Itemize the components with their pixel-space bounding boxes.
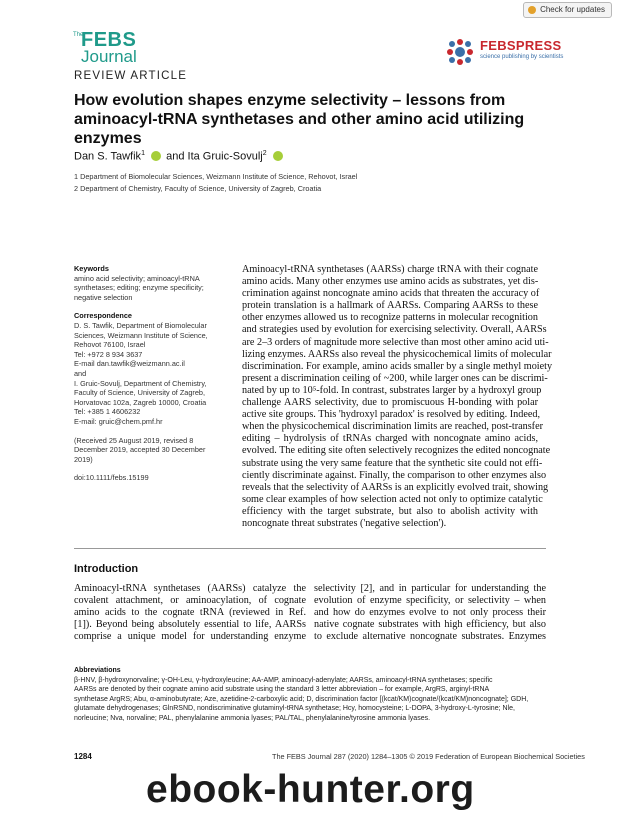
received-line: December 2019, accepted 30 December <box>74 445 206 455</box>
body-line: comprise a unique model for understanding enzyme <box>74 631 306 642</box>
abbreviations-line: glutamate dehydrogenases; GlnRSND, nondiscriminative glutaminyl-tRNA synthetase; Hcy, homocysteine; L-DOPA, 3-hydroxy-L-tyrosine; Nle, <box>74 705 515 713</box>
abstract-line: amino acids. Many other enzymes use amino acids as substrates, yet dis- <box>242 276 539 288</box>
update-icon <box>528 6 536 14</box>
journal-citation: The FEBS Journal 287 (2020) 1284–1305 © 2019 Federation of European Biochemical Societies <box>272 752 585 761</box>
abstract-line: active site groups. This 'hydroxyl paradox' is resolved by editing. Indeed, <box>242 409 541 421</box>
affiliation: 1 Department of Biomolecular Sciences, Weizmann Institute of Science, Rehovot, Israel <box>74 172 358 181</box>
abstract-line: discrimination. For example, amino acids smaller by a single methyl moiety <box>242 360 553 372</box>
author-affiliation-mark: 2 <box>262 150 267 157</box>
febs-journal-logo <box>73 30 151 68</box>
section-divider <box>74 548 546 549</box>
abstract-line: noncognate threat substrates ('negative selection'). <box>242 517 447 529</box>
abstract-line: lizing enzymes. AARSs also reveal the physicochemical limits of molecular <box>242 348 552 360</box>
abstract-line: when the physicochemical discrimination limits are reached, post-transfer <box>242 421 543 433</box>
introduction-column-right <box>314 583 546 643</box>
abstract-line: reveals that the selectivity of AARSs is an explicitly evolved trait, showing <box>242 481 549 493</box>
logo-febs: FEBS <box>81 29 137 51</box>
febs-press-logo <box>446 38 566 66</box>
body-line: to exclude alternative noncognate substrates. Enzymes <box>314 631 546 642</box>
correspondence-line: Tel: +385 1 4606232 <box>74 407 141 417</box>
correspondence-line: D. S. Tawfik, Department of Biomolecular <box>74 320 207 330</box>
press-tagline: science publishing by scientists <box>480 54 564 60</box>
keywords-line: negative selection <box>74 292 133 302</box>
abstract-line: efficiency with the target substrate, but also to abolish activity with <box>242 505 538 517</box>
abbreviations-heading: Abbreviations <box>74 667 121 674</box>
abstract-line: other enzymes allowed us to recognize patterns in molecular recognition <box>242 312 538 324</box>
body-line: covalent attachment, or aminoacylation, of cognate <box>74 595 306 606</box>
abstract-line: crimination against noncognate amino acids that threaten the accuracy of <box>242 288 540 300</box>
logo-journal: Journal <box>81 47 137 66</box>
correspondence-line: and <box>74 368 87 378</box>
correspondence-line: I. Gruic-Sovulj, Department of Chemistry, <box>74 378 207 388</box>
article-type: REVIEW ARTICLE <box>74 70 188 82</box>
email-link[interactable]: E-mail dan.tawfik@weizmann.ac.il <box>74 359 185 369</box>
febs-press-emblem-icon <box>446 38 476 66</box>
check-updates-label: Check for updates <box>540 5 605 14</box>
abstract-line: nated by up to 10⁵-fold. In contrast, substrates larger by a hydroxyl group <box>242 384 542 396</box>
paper-title: How evolution shapes enzyme selectivity – lessons from aminoacyl-tRNA synthetases and other amino acid utilizing enzymes <box>74 92 525 147</box>
logo-the: The <box>73 32 84 38</box>
affiliation: 2 Department of Chemistry, Faculty of Science, University of Zagreb, Croatia <box>74 184 322 193</box>
abstract-line: and strategies used by evolution for exercising selectivity. Overall, AARSs <box>242 324 547 336</box>
abbreviations-line: norleucine; Nva, norvaline; PAL, phenylalanine ammonia lyases; PAL/TAL, phenylalanine/tyrosine ammonia lyases. <box>74 714 431 722</box>
abstract-line: substrate using the very same feature that the synthetic site could not effi- <box>242 457 543 469</box>
abstract-line: evolved. The editing site often selectively recognizes the edited noncognate <box>242 445 551 457</box>
body-line: native cognate substrates with high efficiency, but also <box>314 619 546 630</box>
press-name: FEBSPRESS <box>480 38 562 53</box>
author-name: Ita Gruic-Sovulj <box>187 150 263 163</box>
introduction-heading: Introduction <box>74 563 139 575</box>
author-name: Dan S. Tawfik <box>74 150 142 163</box>
abstract-line: present a discrimination ceiling of ~200, while larger ones can be discrimi- <box>242 372 548 384</box>
orcid-icon[interactable] <box>151 151 161 161</box>
received-line: (Received 25 August 2019, revised 8 <box>74 435 194 445</box>
author-affiliation-mark: 1 <box>141 150 145 157</box>
correspondence-line: Tel: +972 8 934 3637 <box>74 349 143 359</box>
keywords-line: amino acid selectivity; aminoacyl-tRNA <box>74 273 200 283</box>
abstract-line: editing – hydrolysis of tRNAs charged with noncognate amino acids, <box>242 433 538 445</box>
article-sidebar <box>74 264 224 483</box>
abstract-line: some clear examples of how selection acted not only to optimize catalytic <box>242 493 543 505</box>
received-line: 2019) <box>74 454 93 464</box>
body-line: evolution of enzyme specificity, or selectivity – when <box>314 595 546 606</box>
abbreviations-line: synthetase ArgRS; Abu, α-aminobutyrate; Aze, azetidine-2-carboxylic acid; D, discrimination factor [(kcat/KM)cognate/(kcat/KM)noncognate]; GDH, <box>74 695 529 703</box>
body-line: Aminoacyl-tRNA synthetases (AARSs) catalyze the <box>74 583 306 594</box>
doi-link[interactable]: doi:10.1111/febs.15199 <box>74 473 149 483</box>
keywords-heading: Keywords <box>74 264 109 273</box>
correspondence-line: Horvatovac 102a, Zagreb 10000, Croatia <box>74 397 207 407</box>
abstract-line: are 2–3 orders of magnitude more selective than most other amino acid uti- <box>242 336 549 348</box>
abstract-line: protein translation is a hallmark of AARSs. Comparing AARSs to these <box>242 300 538 312</box>
abbreviations <box>74 666 548 724</box>
introduction-column-left <box>74 583 306 643</box>
abbreviations-line: β-HNV, β-hydroxynorvaline; γ-OH-Leu, γ-hydroxyleucine; AA-AMP, aminoacyl-adenylate; AARSs, aminoacyl-tRNA synthetases; specific <box>74 676 493 684</box>
abstract-line: challenge AARS selectivity, due to promiscuous H-bonding with polar <box>242 397 538 409</box>
check-for-updates-button[interactable] <box>523 2 612 18</box>
keywords-line: synthetases; editing; enzyme specificity; <box>74 283 204 293</box>
body-line: [1]). Beyond being absolutely essential to life, AARSs <box>74 619 306 630</box>
orcid-icon[interactable] <box>273 151 283 161</box>
correspondence-line: Rehovot 76100, Israel <box>74 340 146 350</box>
correspondence-line: Sciences, Weizmann Institute of Science, <box>74 330 208 340</box>
author-list <box>74 150 285 163</box>
abstract-line: Aminoacyl-tRNA synthetases (AARSs) charge tRNA with their cognate <box>242 264 538 275</box>
body-line: amino acids to the cognate tRNA (reviewed in Ref. <box>74 607 306 618</box>
body-line: selectivity [2], and in particular for understanding the <box>314 583 546 594</box>
correspondence-heading: Correspondence <box>74 311 132 321</box>
watermark: ebook-hunter.org <box>146 768 475 811</box>
correspondence-line: Faculty of Science, University of Zagreb, <box>74 388 205 398</box>
body-line: and how do enzymes evolve to not only process their <box>314 607 546 618</box>
abstract <box>242 264 553 530</box>
email-link[interactable]: E-mail: gruic@chem.pmf.hr <box>74 416 163 426</box>
abbreviations-line: AARSs are denoted by their cognate amino acid substrate using the standard 3 letter abbreviation – for example, ArgRS, arginyl-tRNA <box>74 686 490 694</box>
abstract-line: ciently discriminate against. Finally, the comparison to other enzymes also <box>242 469 547 481</box>
author-connector: and <box>166 150 185 163</box>
page-number: 1284 <box>74 752 92 761</box>
